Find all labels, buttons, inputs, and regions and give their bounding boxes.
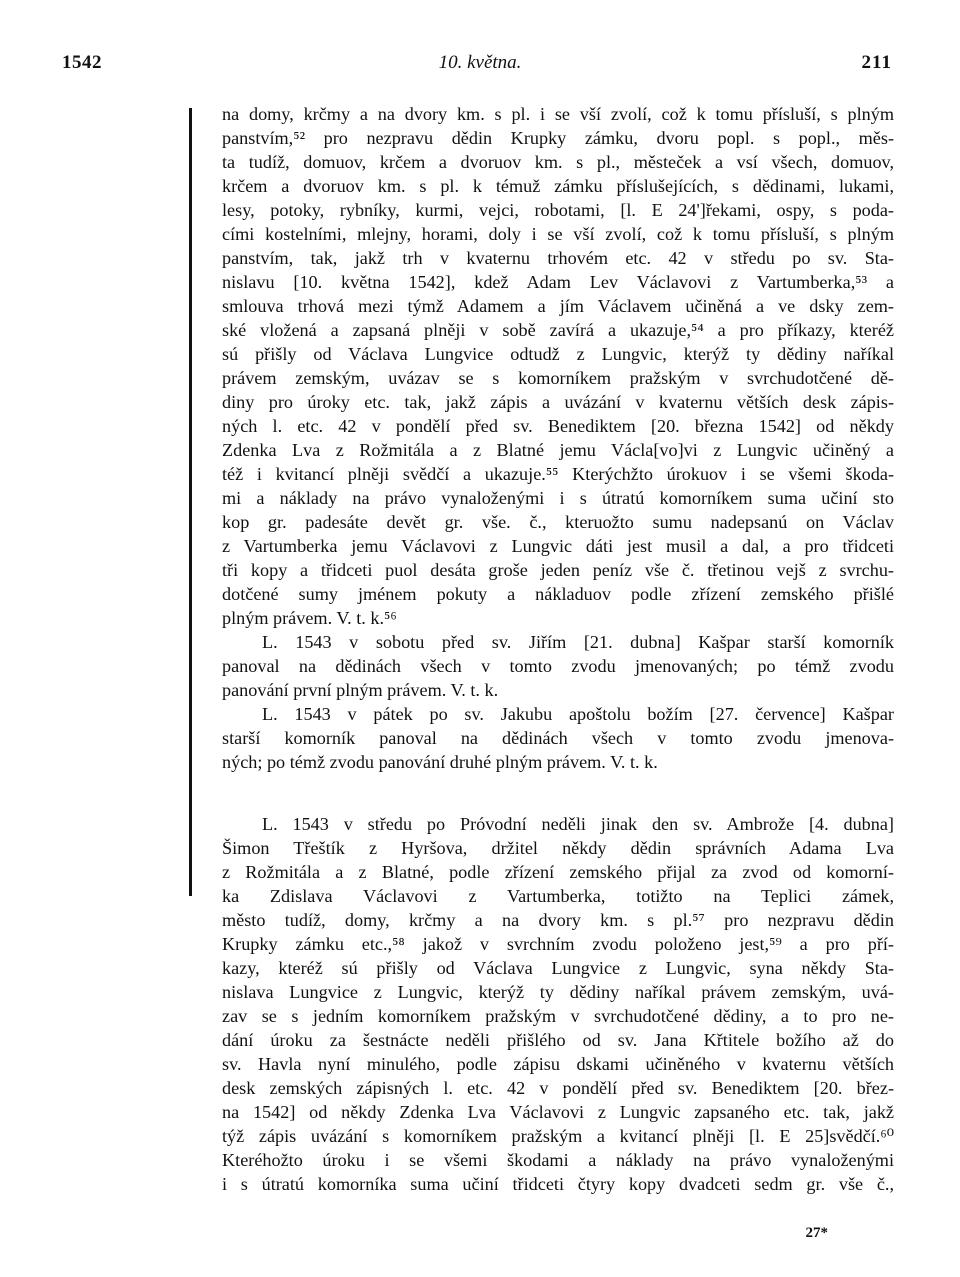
text-line: mi a náklady na právo vynaloženými i s útratú komorníkem suma učiní sto: [222, 488, 894, 508]
signature-mark: 27*: [805, 1225, 828, 1241]
text-line: desk zemských zápisných l. etc. 42 v pondělí před sv. Benediktem [20. břez-: [222, 1078, 894, 1098]
text-line: týž zápis uvázání s komorníkem pražským a kvitancí plněji [l. E 25]svědčí.⁶⁰: [222, 1126, 894, 1146]
text-line: panstvím,⁵² pro nezpravu dědin Krupky zámku, dvoru popl. s popl., měs-: [222, 128, 894, 148]
text-line: Kteréhožto úroku i se všemi škodami a náklady na právo vynaloženými: [222, 1150, 894, 1170]
text-line: Krupky zámku etc.,⁵⁸ jakož v svrchním zvodu položeno jest,⁵⁹ a pro pří-: [222, 934, 894, 954]
text-line: tři kopy a třidceti puol desáta groše jeden peníz vše č. třetinou vejš z svrchu-: [222, 560, 894, 580]
text-line: L. 1543 v sobotu před sv. Jiřím [21. dubna] Kašpar starší komorník: [262, 632, 894, 652]
text-line: z Vartumberka jemu Václavovi z Lungvic dáti jest musil a dal, a pro třidceti: [222, 536, 894, 556]
text-line: ka Zdislava Václavovi z Vartumberka, totižto na Teplici zámek,: [222, 886, 894, 906]
text-line: kop gr. padesáte devět gr. vše. č., kteruožto sumu nadepsanú on Václav: [222, 512, 894, 532]
text-line: dání úroku za šestnácte neděli přišlého od sv. Jana Křtitele božího až do: [222, 1030, 894, 1050]
text-line: panstvím, tak, jakž trh v kvaternu trhovém etc. 42 v středu po sv. Sta-: [222, 248, 894, 268]
text-line: ných l. etc. 42 v pondělí před sv. Benediktem [20. března 1542] od někdy: [222, 416, 894, 436]
text-line: panování první plným právem. V. t. k.: [222, 680, 499, 700]
text-line: město tudíž, domy, krčmy a na dvory km. s pl.⁵⁷ pro nezpravu dědin: [222, 910, 894, 930]
text-line: sv. Havla nyní minulého, podle zápisu dskami učiněného v kvaternu větších: [222, 1054, 894, 1074]
text-line: zav se s jedním komorníkem pražským v svrchudotčené dědiny, a to pro ne-: [222, 1006, 894, 1026]
text-line: smlouva trhová mezi týmž Adamem a jím Václavem učiněná a ve dsky zem-: [222, 296, 894, 316]
text-line: panoval na dědinách všech v tomto zvodu jmenovaných; po témž zvodu: [222, 656, 894, 676]
text-line: dotčené sumy jménem pokuty a nákladuov podle zřízení zemského přišlé: [222, 584, 894, 604]
text-line: starší komorník panoval na dědinách všech v tomto zvodu jmenova-: [222, 728, 894, 748]
text-line: Šimon Třeštík z Hyršova, držitel někdy dědin správních Adama Lva: [222, 838, 894, 858]
text-line: ných; po témž zvodu panování druhé plným právem. V. t. k.: [222, 752, 658, 772]
text-line: kazy, kteréž sú přišly od Václava Lungvice z Lungvic, syna někdy Sta-: [222, 958, 894, 978]
text-line: ské vložená a zapsaná plněji v sobě zavírá a ukazuje,⁵⁴ a pro příkazy, kteréž: [222, 320, 894, 340]
page-number: 211: [861, 52, 892, 73]
text-line: diny pro úroky etc. tak, jakž zápis a uvázání v kvaternu větších desk zápis-: [222, 392, 894, 412]
text-line: též i kvitancí plněji svědčí a ukazuje.⁵⁵ Kterýchžto úrokuov i se všemi škoda-: [222, 464, 894, 484]
running-title: 10. května.: [438, 52, 522, 73]
text-line: právem zemským, uvázav se s komorníkem pražským v svrchudotčené dě-: [222, 368, 894, 388]
year-number: 1542: [62, 52, 102, 73]
text-line: plným právem. V. t. k.⁵⁶: [222, 608, 397, 628]
text-line: sú přišly od Václava Lungvice odtudž z Lungvic, kterýž ty dědiny naříkal: [222, 344, 894, 364]
text-line: z Rožmitála a z Blatné, podle zřízení zemského přijal za zvod od komorní-: [222, 862, 894, 882]
page-header: [0, 52, 960, 82]
section-gap: [222, 774, 894, 812]
text-line: L. 1543 v středu po Próvodní neděli jinak den sv. Ambrože [4. dubna]: [262, 814, 894, 834]
text-line: i s útratú komorníka suma učiní třidceti čtyry kopy dvadceti sedm gr. vše č.,: [222, 1174, 894, 1194]
text-line: na 1542] od někdy Zdenka Lva Václavovi z Lungvic zapsaného etc. tak, jakž: [222, 1102, 894, 1122]
text-line: Zdenka Lva z Rožmitála a z Blatné jemu Václa[vo]vi z Lungvic učiněný a: [222, 440, 894, 460]
text-line: na domy, krčmy a na dvory km. s pl. i se vší zvolí, což k tomu přísluší, s plným: [222, 104, 894, 124]
text-line: krčem a dvoruov km. s pl. k témuž zámku příslušejících, s dědinami, lukami,: [222, 176, 894, 196]
text-line: lesy, potoky, rybníky, kurmi, vejci, robotami, [l. E 24']řekami, ospy, s poda-: [222, 200, 894, 220]
text-line: L. 1543 v pátek po sv. Jakubu apoštolu božím [27. července] Kašpar: [262, 704, 894, 724]
text-line: nislavu [10. května 1542], kdež Adam Lev Václavovi z Vartumberka,⁵³ a: [222, 272, 894, 292]
text-line: nislava Lungvice z Lungvic, kterýž ty dědiny naříkal právem zemským, uvá-: [222, 982, 894, 1002]
margin-rule: [189, 108, 192, 896]
body-text: [222, 102, 894, 1196]
text-line: ta tudíž, domuov, krčem a dvoruov km. s pl., městeček a vsí všech, domuov,: [222, 152, 894, 172]
text-line: cími kostelními, mlejny, horami, doly i se vší zvolí, což k tomu přísluší, s plným: [222, 224, 894, 244]
